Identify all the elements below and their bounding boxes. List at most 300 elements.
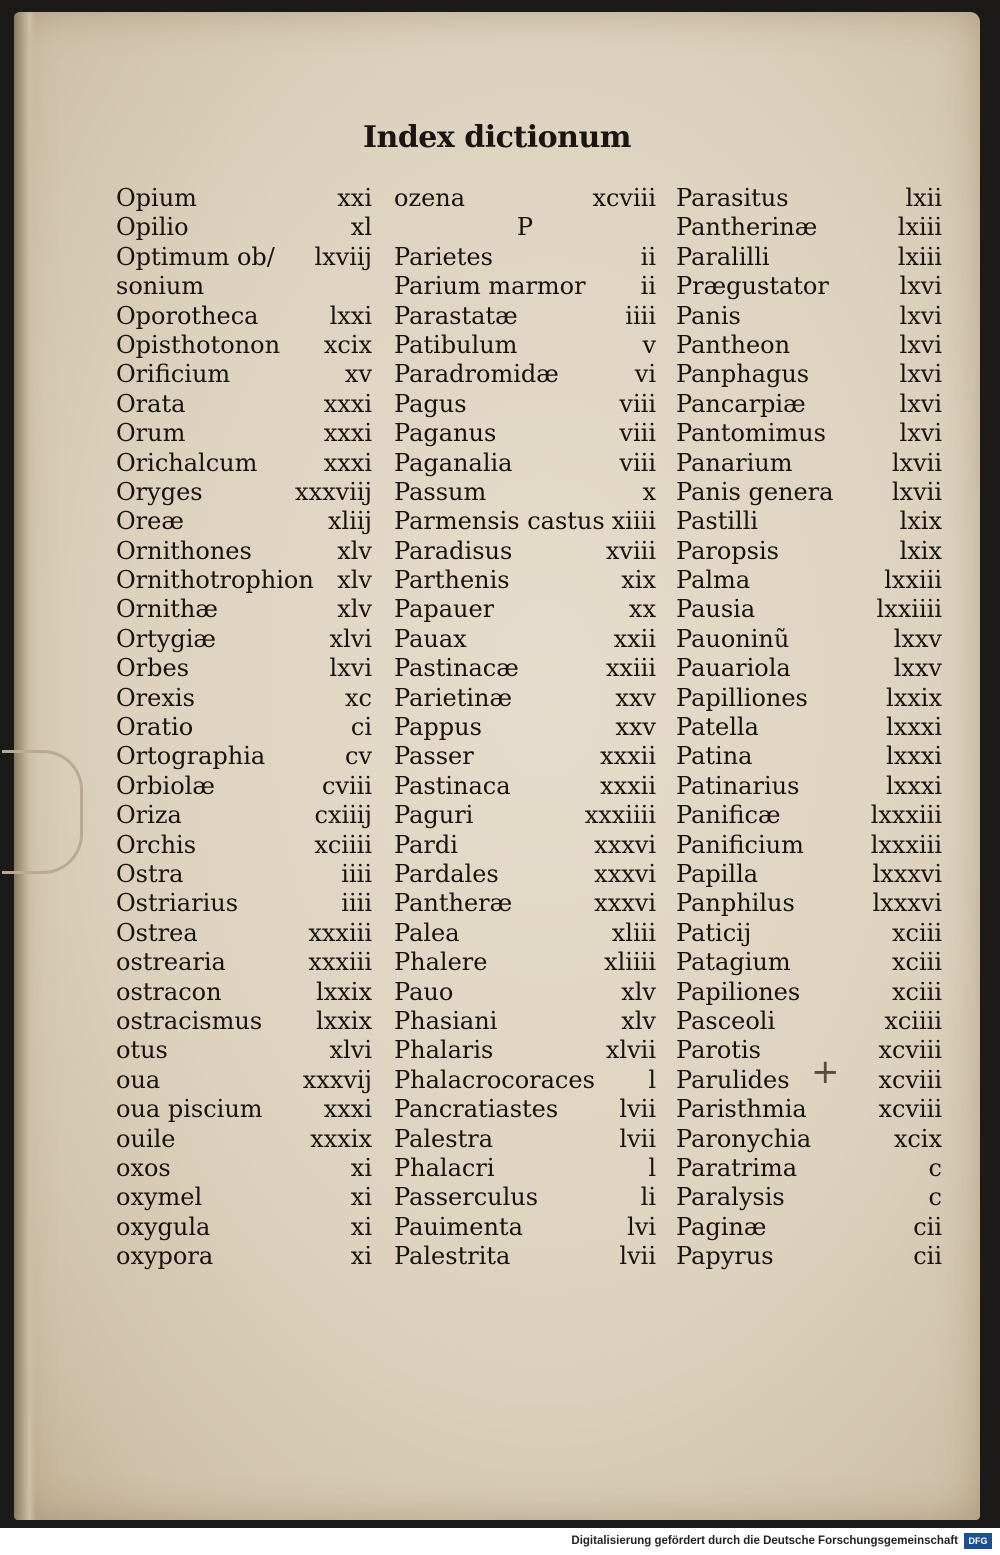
index-entry [116, 889, 372, 918]
entry-word: Pasceoli [676, 1006, 776, 1035]
entry-word: oxypora [116, 1242, 214, 1271]
index-entry [676, 507, 942, 536]
index-entry [116, 1066, 372, 1095]
index-entry [676, 595, 942, 624]
entry-word: Paginæ [676, 1212, 767, 1241]
entry-word: Oporotheca [116, 301, 259, 330]
index-entry [676, 478, 942, 507]
entry-page-number: x [642, 477, 656, 506]
index-entry [116, 684, 372, 713]
index-entry [394, 742, 656, 771]
entry-page-number: li [640, 1183, 656, 1212]
index-entry [676, 272, 942, 301]
index-entry [394, 1036, 656, 1065]
entry-page-number: lxvi [899, 419, 942, 448]
entry-page-number: xxxvij [302, 1065, 372, 1094]
entry-page-number: lxxxvi [872, 889, 942, 918]
entry-word: Patinarius [676, 771, 800, 800]
entry-word: sonium [116, 272, 205, 301]
entry-page-number: xxxvi [594, 859, 656, 888]
index-entry [116, 1007, 372, 1036]
index-entry [394, 302, 656, 331]
entry-word: Paradisus [394, 536, 513, 565]
entry-page-number: iiii [341, 889, 372, 918]
entry-word: Pausia [676, 595, 756, 624]
entry-word: Palestrita [394, 1242, 511, 1271]
index-entry [676, 801, 942, 830]
entry-page-number: xxxiiii [584, 801, 656, 830]
entry-page-number: lxvi [899, 389, 942, 418]
entry-word: Pauo [394, 977, 454, 1006]
entry-page-number: xciii [891, 918, 942, 947]
entry-word: Pantheræ [394, 889, 513, 918]
index-entry [394, 478, 656, 507]
entry-page-number: cviii [321, 771, 372, 800]
entry-word: Passerculus [394, 1183, 539, 1212]
index-entry [116, 1095, 372, 1124]
index-entry [394, 978, 656, 1007]
entry-page-number: lxxiiii [876, 595, 942, 624]
entry-word: Oriza [116, 801, 182, 830]
entry-page-number: xl [350, 213, 372, 242]
entry-page-number: vi [634, 360, 656, 389]
entry-page-number: cv [345, 742, 372, 771]
entry-word: Orum [116, 419, 186, 448]
entry-page-number: lxvii [891, 448, 942, 477]
index-entry [394, 1095, 656, 1124]
entry-word: Ornithones [116, 536, 252, 565]
entry-word: Papilliones [676, 683, 808, 712]
index-entry [676, 1066, 942, 1095]
index-entry [116, 449, 372, 478]
digitization-footer [0, 1528, 1000, 1555]
entry-page-number: lvii [619, 1124, 656, 1153]
entry-page-number: xxv [615, 683, 656, 712]
entry-page-number: c [928, 1153, 942, 1182]
entry-page-number: xxxii [600, 771, 656, 800]
entry-page-number: xxxi [323, 419, 372, 448]
index-entry [116, 713, 372, 742]
index-entry [676, 889, 942, 918]
index-entry [676, 1125, 942, 1154]
entry-word: Pantherinæ [676, 213, 818, 242]
entry-word: Ortographia [116, 742, 266, 771]
entry-word: Pastinaca [394, 771, 511, 800]
index-entry [116, 801, 372, 830]
entry-page-number: xciii [891, 948, 942, 977]
entry-word: Prægustator [676, 272, 829, 301]
entry-word: Parulides [676, 1065, 790, 1094]
entry-page-number: xlv [337, 595, 372, 624]
entry-word: Parmensis castus [394, 507, 605, 536]
entry-page-number: xliii [611, 918, 656, 947]
entry-page-number: xi [350, 1183, 372, 1212]
index-entry [676, 1036, 942, 1065]
entry-word: Paristhmia [676, 1095, 807, 1124]
entry-page-number: xxv [615, 713, 656, 742]
entry-word: Passer [394, 742, 474, 771]
index-entry [394, 919, 656, 948]
entry-page-number: xxiii [605, 654, 656, 683]
entry-page-number: xxxvi [594, 830, 656, 859]
entry-page-number: xviii [605, 536, 656, 565]
index-entry [116, 507, 372, 536]
entry-word: Panphilus [676, 889, 795, 918]
entry-page-number: xv [344, 360, 372, 389]
entry-word: Ostriarius [116, 889, 239, 918]
entry-word: Ornithæ [116, 595, 218, 624]
entry-page-number: ii [640, 242, 656, 271]
entry-word: ostrearia [116, 948, 226, 977]
index-entry [676, 625, 942, 654]
index-entry [116, 184, 372, 213]
index-entry [394, 772, 656, 801]
entry-page-number: xxxiii [308, 948, 372, 977]
footer-credit: Digitalisierung gefördert durch die Deutsche Forschungsgemeinschaft [571, 1535, 958, 1547]
entry-word: Papauer [394, 595, 495, 624]
entry-word: Panphagus [676, 360, 810, 389]
index-entry [394, 948, 656, 977]
index-column-1 [116, 184, 372, 1271]
entry-word: Pagus [394, 389, 467, 418]
index-entry [676, 919, 942, 948]
entry-page-number: xcviii [592, 184, 656, 212]
index-entry [676, 360, 942, 389]
entry-page-number: lxxiii [884, 566, 942, 595]
entry-word: Phalacrocoraces [394, 1065, 595, 1094]
entry-word: Paguri [394, 801, 474, 830]
index-entry [394, 331, 656, 360]
index-entry [676, 184, 942, 213]
entry-word: Parium marmor [394, 272, 586, 301]
index-entry [116, 1125, 372, 1154]
entry-page-number: xix [621, 566, 656, 595]
entry-page-number: xi [350, 1212, 372, 1241]
entry-page-number: xcviii [878, 1065, 942, 1094]
entry-page-number: lvii [619, 1095, 656, 1124]
entry-word: Phalere [394, 948, 488, 977]
entry-word: Papyrus [676, 1242, 774, 1271]
entry-page-number: lxxxi [886, 742, 942, 771]
entry-page-number: iiii [341, 859, 372, 888]
entry-page-number: v [642, 330, 656, 359]
entry-page-number: xxii [613, 624, 656, 653]
index-entry [676, 742, 942, 771]
index-entry [116, 478, 372, 507]
index-entry [394, 184, 656, 213]
entry-word: Palestra [394, 1124, 493, 1153]
dfg-logo: DFG [964, 1533, 992, 1549]
index-entry [116, 243, 372, 272]
entry-page-number: xcviii [878, 1036, 942, 1065]
index-entry [676, 537, 942, 566]
entry-word: Ortygiæ [116, 624, 216, 653]
index-entry [676, 566, 942, 595]
index-entry [116, 213, 372, 242]
entry-word: Pauax [394, 624, 467, 653]
entry-word: Phasiani [394, 1006, 498, 1035]
index-entry [116, 1213, 372, 1242]
entry-page-number: xlvii [605, 1036, 656, 1065]
index-entry [394, 360, 656, 389]
entry-word: Papilla [676, 859, 759, 888]
entry-page-number: xlv [337, 566, 372, 595]
entry-word: Parietinæ [394, 683, 513, 712]
index-entry [116, 978, 372, 1007]
entry-word: Palea [394, 918, 460, 947]
entry-word: oxymel [116, 1183, 203, 1212]
entry-page-number: xxxvi [594, 889, 656, 918]
entry-word: Parasitus [676, 184, 789, 212]
index-entry [676, 978, 942, 1007]
index-entry [676, 243, 942, 272]
entry-word: Passum [394, 477, 487, 506]
entry-page-number: l [648, 1065, 656, 1094]
index-entry [116, 831, 372, 860]
index-entry [116, 331, 372, 360]
entry-word: Orata [116, 389, 186, 418]
index-entry [116, 566, 372, 595]
entry-word: Parotis [676, 1036, 761, 1065]
index-entry [394, 684, 656, 713]
entry-word: Ostra [116, 859, 184, 888]
index-entry [394, 1007, 656, 1036]
index-entry [116, 1154, 372, 1183]
index-entry [676, 948, 942, 977]
index-entry [676, 1154, 942, 1183]
index-entry [676, 654, 942, 683]
index-entry [676, 860, 942, 889]
entry-page-number: l [648, 1153, 656, 1182]
entry-word: Pastinacæ [394, 654, 519, 683]
entry-word: Optimum ob/ [116, 242, 275, 271]
index-entry [116, 537, 372, 566]
index-entry [676, 1007, 942, 1036]
entry-word: Paralilli [676, 242, 770, 271]
entry-word: Oryges [116, 477, 203, 506]
handwritten-cross-mark: + [811, 1052, 840, 1092]
entry-word: Phalacri [394, 1153, 495, 1182]
entry-page-number: viii [619, 419, 656, 448]
index-entry [676, 831, 942, 860]
entry-page-number: xcix [323, 330, 372, 359]
index-entry [116, 302, 372, 331]
index-entry [394, 801, 656, 830]
index-entry [116, 595, 372, 624]
entry-page-number: lxviij [314, 242, 372, 271]
entry-word: Palma [676, 566, 751, 595]
entry-word: oxos [116, 1153, 171, 1182]
entry-page-number: lxxi [329, 301, 372, 330]
entry-word: ostracismus [116, 1006, 263, 1035]
entry-page-number: lxxxiii [870, 830, 942, 859]
page-clip [2, 750, 83, 874]
entry-page-number: xi [350, 1153, 372, 1182]
entry-word: Orificium [116, 360, 231, 389]
entry-page-number: lxiii [897, 213, 942, 242]
entry-word: Phalaris [394, 1036, 494, 1065]
index-entry [116, 860, 372, 889]
index-entry [676, 390, 942, 419]
index-entry [394, 595, 656, 624]
index-entry [116, 625, 372, 654]
entry-page-number: xiiii [611, 507, 656, 536]
entry-page-number: ci [350, 713, 372, 742]
index-column-3 [676, 184, 942, 1271]
entry-page-number: xxxix [310, 1124, 372, 1153]
index-entry [116, 772, 372, 801]
entry-page-number: xlv [621, 1006, 656, 1035]
entry-page-number: lxix [899, 507, 942, 536]
index-entry [116, 654, 372, 683]
entry-word: Patagium [676, 948, 791, 977]
entry-word: Patina [676, 742, 753, 771]
index-entry [394, 449, 656, 478]
index-entry [394, 860, 656, 889]
entry-page-number: lxvi [329, 654, 372, 683]
entry-page-number: lvii [619, 1242, 656, 1271]
index-entry [116, 742, 372, 771]
entry-word: Ornithotrophion [116, 566, 314, 595]
index-entry [116, 948, 372, 977]
index-entry [676, 1183, 942, 1212]
index-entry [676, 1242, 942, 1271]
index-entry [676, 449, 942, 478]
entry-word: Pauimenta [394, 1212, 523, 1241]
entry-page-number: xxxi [323, 1095, 372, 1124]
index-entry [394, 1183, 656, 1212]
entry-word: Panarium [676, 448, 793, 477]
index-entry [394, 1213, 656, 1242]
entry-page-number: xxxi [323, 448, 372, 477]
entry-word: Orexis [116, 683, 195, 712]
entry-word: Orichalcum [116, 448, 258, 477]
entry-word: Paropsis [676, 536, 779, 565]
entry-word: Parietes [394, 242, 493, 271]
entry-word: Orbiolæ [116, 771, 215, 800]
entry-word: Patibulum [394, 330, 518, 359]
entry-word: Pappus [394, 713, 482, 742]
entry-page-number: xxxiii [308, 918, 372, 947]
entry-page-number: lxxxi [886, 713, 942, 742]
entry-page-number: xciiii [314, 830, 372, 859]
index-entry [676, 419, 942, 448]
entry-word: Paradromidæ [394, 360, 559, 389]
entry-page-number: xxxii [600, 742, 656, 771]
entry-word: Panificæ [676, 801, 781, 830]
entry-word: Panis genera [676, 477, 834, 506]
entry-page-number: xlv [621, 977, 656, 1006]
entry-page-number: lxvi [899, 301, 942, 330]
entry-page-number: lxvii [891, 477, 942, 506]
entry-page-number: xc [345, 683, 372, 712]
entry-page-number: lxxv [893, 624, 942, 653]
entry-word: Paralysis [676, 1183, 785, 1212]
entry-page-number: lxxix [316, 977, 372, 1006]
entry-word: ozena [394, 184, 466, 212]
entry-word: Opisthotonon [116, 330, 281, 359]
entry-word: Paticij [676, 918, 752, 947]
entry-page-number: lxxxvi [872, 859, 942, 888]
book-page [14, 12, 980, 1520]
entry-page-number: cii [913, 1242, 942, 1271]
entry-word: Oreæ [116, 507, 184, 536]
entry-word: Pauariola [676, 654, 791, 683]
index-entry [394, 654, 656, 683]
index-entry [394, 390, 656, 419]
entry-page-number: lxxxiii [870, 801, 942, 830]
entry-word: Papiliones [676, 977, 801, 1006]
entry-page-number: lxxv [893, 654, 942, 683]
entry-page-number: lxxix [886, 683, 942, 712]
entry-page-number: xx [628, 595, 656, 624]
entry-word: Paganus [394, 419, 497, 448]
entry-word: oxygula [116, 1212, 211, 1241]
entry-word: Pancarpiæ [676, 389, 806, 418]
index-entry [116, 1183, 372, 1212]
index-entry [676, 772, 942, 801]
entry-word: Paratrima [676, 1153, 798, 1182]
entry-page-number: xcviii [878, 1095, 942, 1124]
entry-page-number: lxvi [899, 360, 942, 389]
entry-word: Opilio [116, 213, 189, 242]
index-entry [394, 831, 656, 860]
entry-page-number: xxxi [323, 389, 372, 418]
index-entry [394, 243, 656, 272]
entry-page-number: cii [913, 1212, 942, 1241]
index-entry [676, 684, 942, 713]
entry-word: Opium [116, 184, 197, 212]
index-entry [116, 1036, 372, 1065]
index-entry [676, 331, 942, 360]
entry-word: Paronychia [676, 1124, 812, 1153]
entry-word: Patella [676, 713, 759, 742]
entry-page-number: lxvi [899, 272, 942, 301]
entry-page-number: xlvi [329, 1036, 372, 1065]
entry-page-number: lxvi [899, 330, 942, 359]
entry-page-number: viii [619, 389, 656, 418]
index-entry [116, 419, 372, 448]
entry-page-number: ii [640, 272, 656, 301]
index-entry [676, 213, 942, 242]
entry-word: Pauoninũ [676, 624, 790, 653]
index-entry [394, 1154, 656, 1183]
entry-word: Pardales [394, 859, 499, 888]
entry-page-number: xciiii [884, 1006, 942, 1035]
index-column-2 [394, 184, 656, 1271]
entry-page-number: xliij [327, 507, 372, 536]
entry-page-number: c [928, 1183, 942, 1212]
entry-word: Pantheon [676, 330, 791, 359]
entry-word: Orbes [116, 654, 190, 683]
entry-page-number: cxiiij [314, 801, 372, 830]
entry-word: Panificium [676, 830, 804, 859]
index-entry [394, 1125, 656, 1154]
entry-page-number: viii [619, 448, 656, 477]
entry-word: Pastilli [676, 507, 759, 536]
index-entry [394, 537, 656, 566]
index-entry [394, 1242, 656, 1271]
index-entry [394, 419, 656, 448]
index-entry [676, 1213, 942, 1242]
index-entry [116, 272, 372, 301]
entry-page-number: xi [350, 1242, 372, 1271]
index-entry [394, 713, 656, 742]
index-entry [116, 1242, 372, 1271]
index-entry [394, 1066, 656, 1095]
entry-word: oua piscium [116, 1095, 263, 1124]
page-title: Index dictionum [362, 120, 631, 155]
